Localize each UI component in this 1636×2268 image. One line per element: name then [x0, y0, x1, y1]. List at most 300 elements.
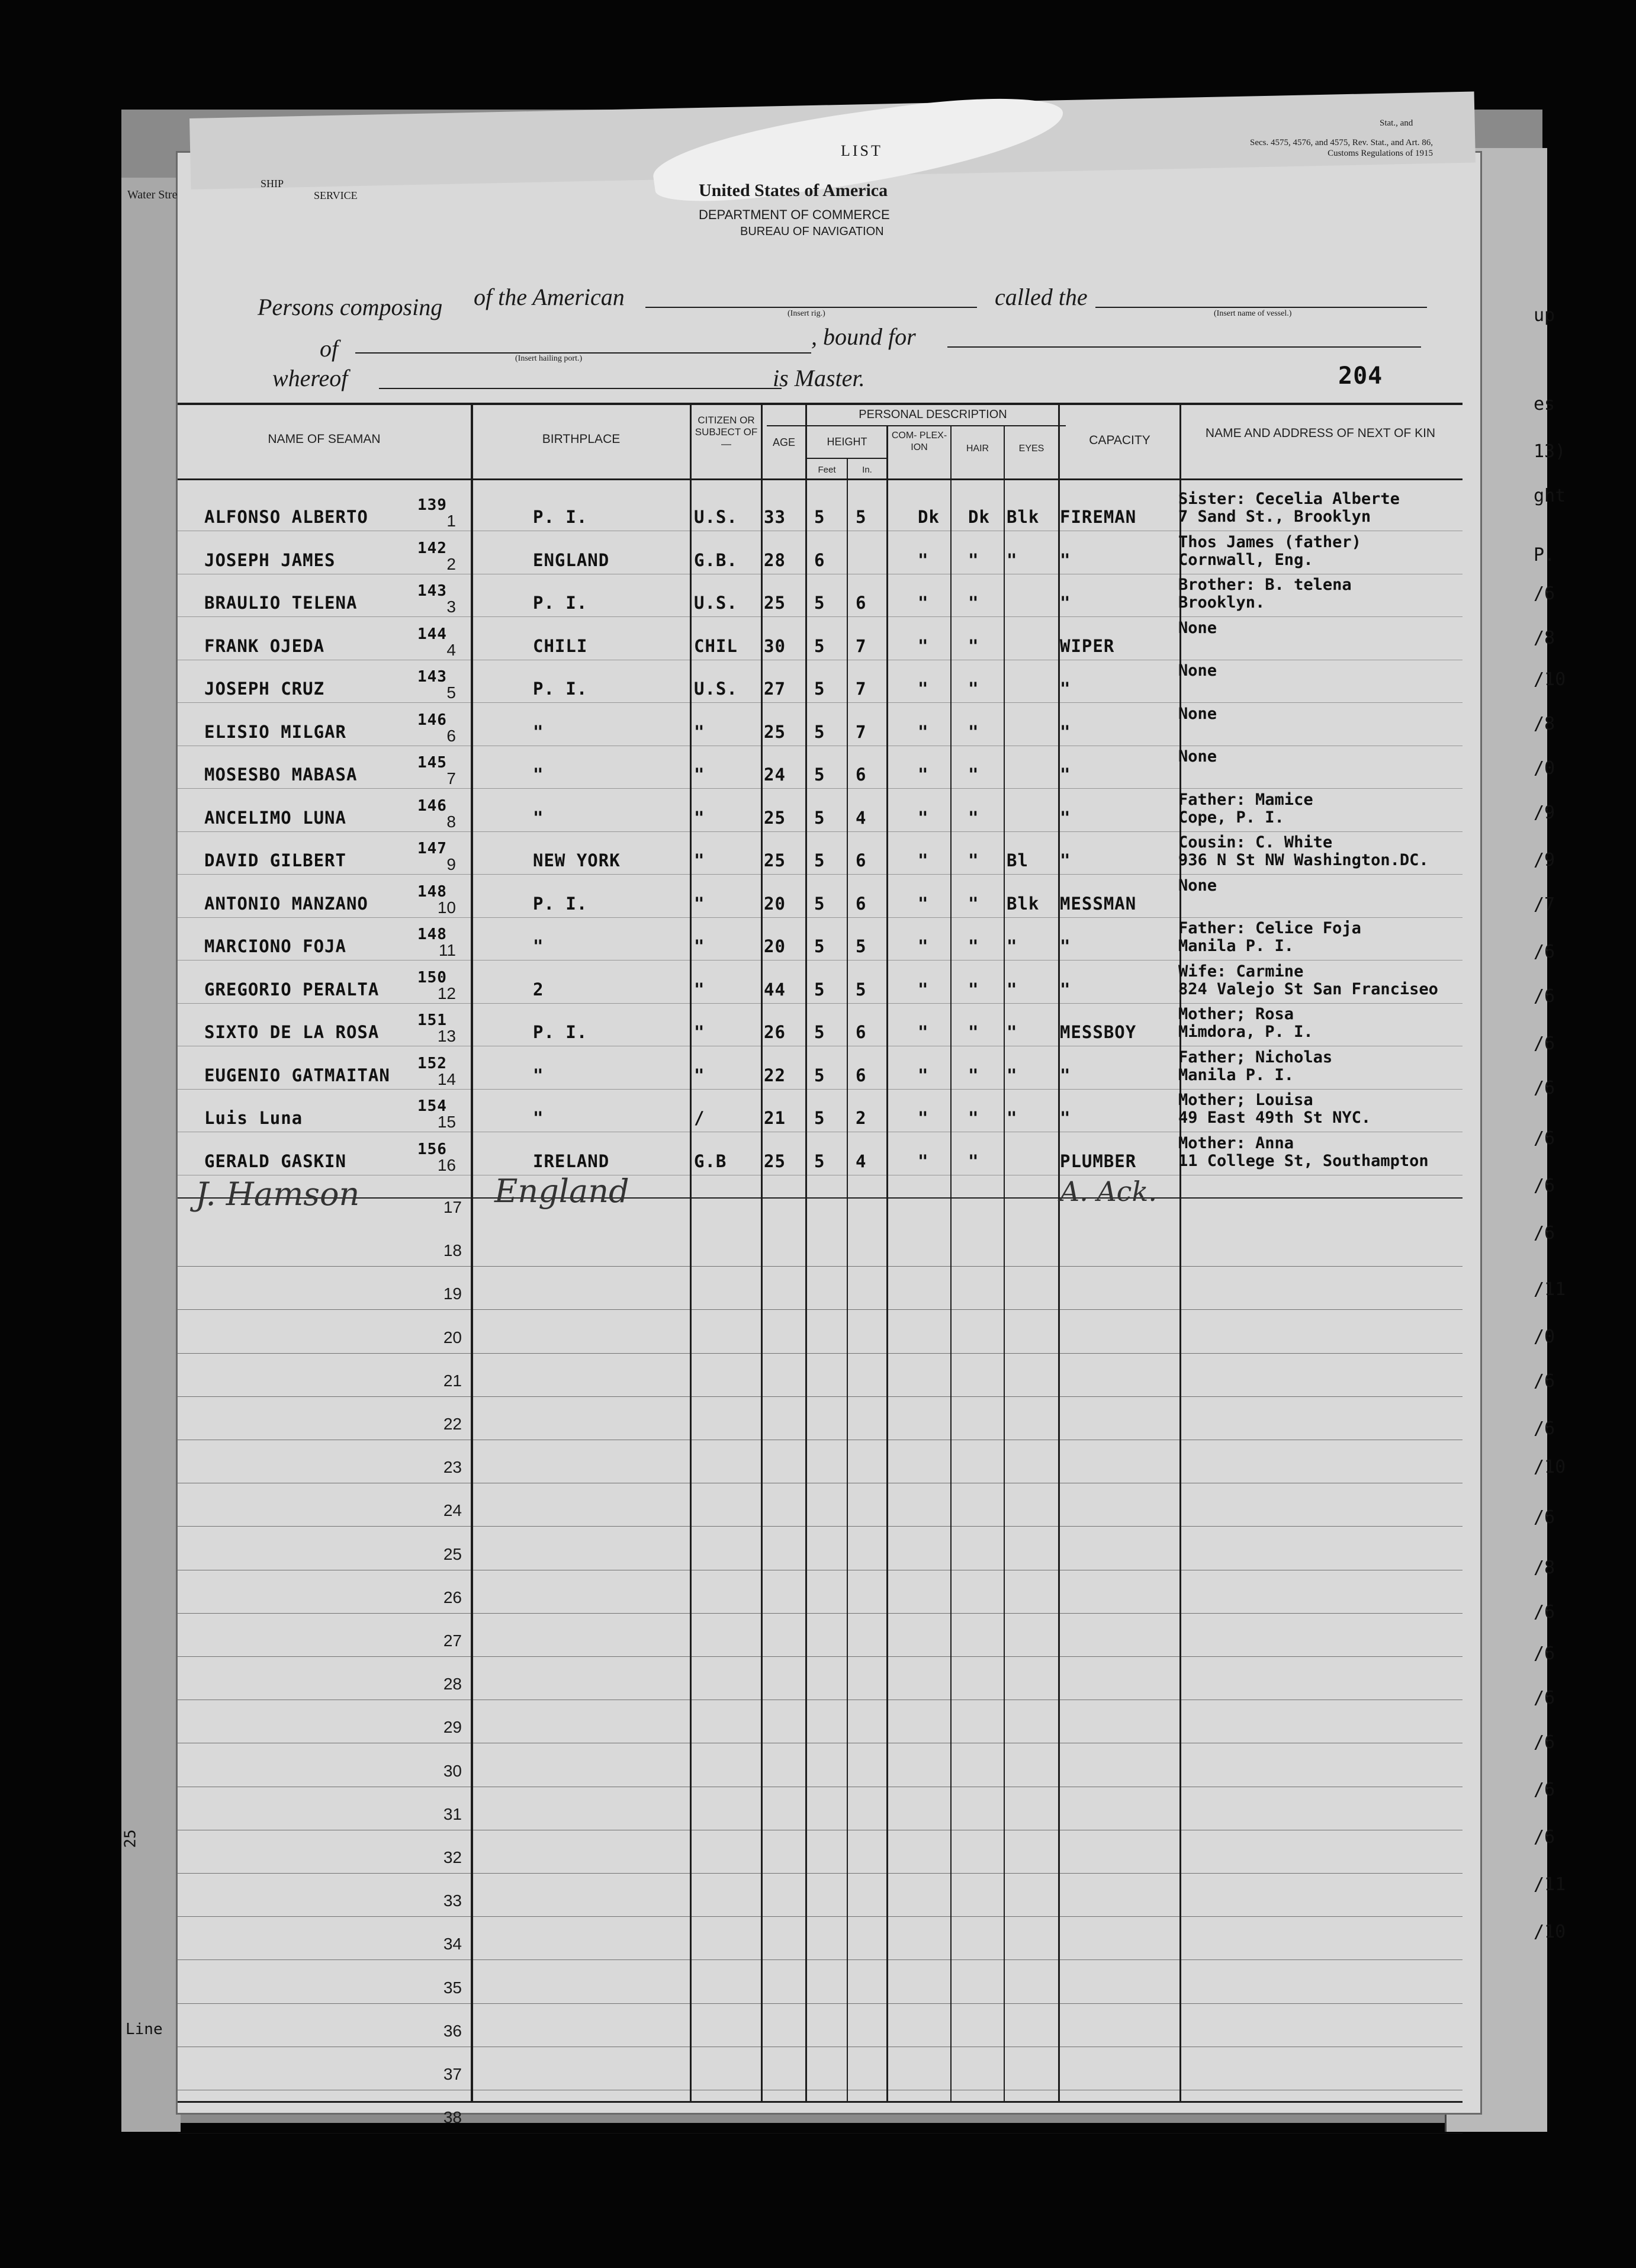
crew-complexion: ": [918, 1065, 929, 1085]
row-number: 12: [437, 984, 456, 1003]
handwritten-capacity: A. Ack.: [1060, 1175, 1157, 1207]
insert-vessel-note: (Insert name of vessel.): [1214, 309, 1292, 318]
crew-eyes: ": [1007, 1108, 1018, 1128]
crew-id: 145: [417, 754, 447, 772]
crew-name: GREGORIO PERALTA: [204, 979, 380, 1000]
margin-note: /6: [1534, 942, 1555, 962]
crew-birthplace: NEW YORK: [533, 850, 621, 870]
service-label: SERVICE: [314, 189, 358, 201]
row-number: 9: [446, 855, 456, 873]
crew-age: 33: [764, 507, 786, 527]
row-rule: [178, 616, 1463, 617]
crew-name: MARCIONO FOJA: [204, 936, 346, 956]
crew-feet: 5: [814, 807, 825, 828]
margin-note: /6: [1534, 1827, 1555, 1848]
crew-hair: ": [968, 936, 979, 956]
crew-id: 156: [417, 1140, 447, 1158]
margin-note: /6: [1534, 1602, 1555, 1623]
crew-kin-address: 49 East 49th St NYC.: [1178, 1109, 1371, 1127]
crew-name: EUGENIO GATMAITAN: [204, 1065, 390, 1085]
list-label: LIST: [841, 142, 883, 159]
crew-feet: 5: [814, 1151, 825, 1171]
crew-capacity: ": [1060, 550, 1071, 570]
crew-name: GERALD GASKIN: [204, 1151, 346, 1171]
crew-kin-address: 824 Valejo St San Franciseo: [1178, 979, 1438, 998]
crew-complexion: ": [918, 893, 929, 914]
row-number: 22: [443, 1415, 462, 1433]
crew-complexion: ": [918, 1022, 929, 1042]
margin-note: ght: [1534, 486, 1566, 506]
crew-feet: 6: [814, 550, 825, 570]
crew-hair: Dk: [968, 507, 990, 527]
crew-kin-name: None: [1178, 704, 1217, 723]
crew-capacity: WIPER: [1060, 635, 1115, 656]
master-line: [379, 388, 782, 389]
crew-kin-address: 936 N St NW Washington.DC.: [1178, 851, 1429, 869]
page-number: 204: [1338, 362, 1383, 390]
row-rule: [178, 1353, 1463, 1354]
row-rule: [178, 1613, 1463, 1614]
crew-eyes: ": [1007, 936, 1018, 956]
crew-age: 25: [764, 1151, 786, 1171]
crew-feet: 5: [814, 1108, 825, 1128]
crew-age: 44: [764, 979, 786, 1000]
col-header-birthplace: BIRTHPLACE: [542, 432, 621, 446]
row-number: 23: [443, 1458, 462, 1477]
crew-birthplace: IRELAND: [533, 1151, 610, 1171]
crew-eyes: ": [1007, 979, 1018, 1000]
col-rule-eyes: [1058, 403, 1060, 2102]
margin-note: /6: [1534, 986, 1555, 1007]
crew-age: 25: [764, 807, 786, 828]
crew-age: 20: [764, 936, 786, 956]
col-header-capacity: CAPACITY: [1089, 433, 1150, 447]
table-bottom-rule: [178, 2101, 1463, 2103]
crew-citizen: U.S.: [694, 507, 738, 527]
crew-complexion: ": [918, 1108, 929, 1128]
crew-citizen: U.S.: [694, 593, 738, 613]
row-number: 15: [437, 1113, 456, 1131]
crew-inches: 6: [856, 1065, 867, 1085]
crew-birthplace: ": [533, 807, 544, 828]
crew-name: BRAULIO TELENA: [204, 593, 358, 613]
row-rule: [178, 702, 1463, 703]
crew-hair: ": [968, 1065, 979, 1085]
crew-capacity: MESSMAN: [1060, 893, 1137, 914]
row-number: 29: [443, 1718, 462, 1737]
crew-feet: 5: [814, 936, 825, 956]
crew-complexion: ": [918, 635, 929, 656]
crew-capacity: ": [1060, 1108, 1071, 1128]
margin-note: /10: [1534, 1922, 1566, 1942]
col-header-age: AGE: [772, 436, 795, 448]
crew-feet: 5: [814, 721, 825, 742]
crew-feet: 5: [814, 893, 825, 914]
row-number: 2: [446, 554, 456, 573]
statute-top: Stat., and: [1380, 118, 1413, 128]
col-rule-complexion: [950, 426, 952, 2102]
crew-capacity: ": [1060, 721, 1071, 742]
row-rule: [178, 1959, 1463, 1960]
crew-feet: 5: [814, 635, 825, 656]
crew-hair: ": [968, 635, 979, 656]
is-master-label: is Master.: [773, 365, 865, 391]
left-margin-text: Line: [126, 2020, 163, 2038]
crew-name: JOSEPH CRUZ: [204, 679, 325, 699]
crew-name: SIXTO DE LA ROSA: [204, 1022, 380, 1042]
row-number: 24: [443, 1501, 462, 1520]
crew-id: 146: [417, 796, 447, 815]
crew-feet: 5: [814, 979, 825, 1000]
crew-birthplace: P. I.: [533, 507, 588, 527]
row-rule: [178, 1266, 1463, 1267]
row-number: 34: [443, 1935, 462, 1954]
dept-line1: United States of America: [699, 181, 888, 200]
crew-citizen: ": [694, 1065, 705, 1085]
crew-eyes: ": [1007, 1022, 1018, 1042]
row-number: 26: [443, 1588, 462, 1607]
col-header-inches: In.: [862, 465, 872, 475]
crew-feet: 5: [814, 764, 825, 785]
crew-kin-address: 7 Sand St., Brooklyn: [1178, 507, 1371, 526]
margin-note: /10: [1534, 1457, 1566, 1477]
crew-kin-name: Father: Mamice: [1178, 790, 1313, 809]
last-filled-rule: [178, 1197, 1463, 1199]
crew-feet: 5: [814, 593, 825, 613]
row-rule: [178, 1309, 1463, 1310]
vessel-line: [1095, 307, 1427, 308]
crew-inches: 5: [856, 507, 867, 527]
crew-complexion: ": [918, 721, 929, 742]
col-rule-capacity: [1179, 403, 1181, 2102]
crew-feet: 5: [814, 507, 825, 527]
crew-age: 22: [764, 1065, 786, 1085]
crew-id: 152: [417, 1054, 447, 1072]
crew-inches: 6: [856, 893, 867, 914]
row-rule: [178, 1003, 1463, 1004]
crew-id: 148: [417, 882, 447, 901]
row-number: 36: [443, 2021, 462, 2040]
crew-capacity: ": [1060, 1065, 1071, 1085]
margin-note: P.: [1534, 545, 1555, 566]
crew-age: 24: [764, 764, 786, 785]
margin-note: /6: [1534, 1033, 1555, 1054]
row-rule: [178, 2003, 1463, 2004]
crew-capacity: ": [1060, 593, 1071, 613]
col-header-name: NAME OF SEAMAN: [268, 432, 381, 446]
crew-capacity: ": [1060, 979, 1071, 1000]
row-rule: [178, 1396, 1463, 1397]
crew-name: Luis Luna: [204, 1108, 303, 1128]
port-line: [355, 352, 811, 354]
crew-age: 30: [764, 635, 786, 656]
col-header-eyes: EYES: [1018, 444, 1044, 454]
insert-rig-note: (Insert rig.): [788, 309, 825, 318]
row-number: 18: [443, 1241, 462, 1260]
crew-kin-name: None: [1178, 876, 1217, 895]
row-number: 25: [443, 1544, 462, 1563]
crew-name: DAVID GILBERT: [204, 850, 346, 870]
crew-citizen: ": [694, 721, 705, 742]
crew-id: 139: [417, 496, 447, 514]
row-number: 32: [443, 1848, 462, 1867]
crew-birthplace: 2: [533, 979, 544, 1000]
col-rule-citizen: [761, 403, 763, 2102]
row-rule: [178, 1526, 1463, 1527]
crew-hair: ": [968, 850, 979, 870]
margin-note: /0: [1534, 1326, 1555, 1347]
col-rule-age: [805, 403, 807, 2102]
row-number: 19: [443, 1284, 462, 1303]
row-number: 31: [443, 1804, 462, 1823]
crew-hair: ": [968, 764, 979, 785]
whereof-label: whereof: [272, 365, 348, 391]
crew-complexion: ": [918, 550, 929, 570]
crew-eyes: Blk: [1007, 893, 1040, 914]
rig-line: [645, 307, 977, 308]
col-header-hair: HAIR: [966, 444, 989, 454]
crew-name: JOSEPH JAMES: [204, 550, 336, 570]
row-number: 1: [446, 512, 456, 530]
crew-feet: 5: [814, 850, 825, 870]
crew-age: 25: [764, 850, 786, 870]
crew-citizen: U.S.: [694, 679, 738, 699]
crew-id: 143: [417, 582, 447, 600]
crew-inches: 7: [856, 721, 867, 742]
crew-kin-name: Wife: Carmine: [1178, 962, 1304, 981]
crew-age: 25: [764, 721, 786, 742]
margin-note: /6: [1534, 1128, 1555, 1149]
row-number: 7: [446, 769, 456, 788]
margin-note: /6: [1534, 1779, 1555, 1800]
crew-birthplace: P. I.: [533, 1022, 588, 1042]
crew-hair: ": [968, 679, 979, 699]
col-rule-hair: [1004, 426, 1005, 2102]
crew-kin-address: Manila P. I.: [1178, 1065, 1294, 1084]
margin-note: /6: [1534, 583, 1555, 604]
crew-citizen: /: [694, 1108, 705, 1128]
crew-kin-name: None: [1178, 747, 1217, 766]
row-number: 6: [446, 726, 456, 745]
row-number: 38: [443, 2108, 462, 2127]
crew-hair: ": [968, 893, 979, 914]
margin-note: /0: [1534, 758, 1555, 779]
of-label: of: [320, 335, 339, 362]
ship-label: SHIP: [261, 178, 284, 189]
margin-note: /6: [1534, 1223, 1555, 1244]
crew-citizen: CHIL: [694, 635, 738, 656]
insert-port-note: (Insert hailing port.): [515, 354, 583, 363]
crew-hair: ": [968, 1022, 979, 1042]
crew-id: 144: [417, 625, 447, 643]
crew-kin-name: Mother; Rosa: [1178, 1005, 1294, 1023]
crew-hair: ": [968, 1151, 979, 1171]
margin-note: /8: [1534, 1557, 1555, 1578]
crew-kin-address: Brooklyn.: [1178, 593, 1265, 612]
row-number: 13: [437, 1027, 456, 1045]
table-header-rule: [178, 478, 1463, 480]
handwritten-name: J. Hamson: [195, 1175, 360, 1213]
bound-for-label: , bound for: [811, 323, 916, 350]
col-header-feet: Feet: [818, 465, 836, 475]
crew-name: ALFONSO ALBERTO: [204, 507, 368, 527]
crew-capacity: ": [1060, 807, 1071, 828]
crew-kin-address: 11 College St, Southampton: [1178, 1151, 1429, 1170]
left-margin-number: 25: [121, 1829, 140, 1848]
crew-inches: 6: [856, 764, 867, 785]
crew-citizen: ": [694, 850, 705, 870]
crew-eyes: ": [1007, 550, 1018, 570]
margin-note: up: [1534, 305, 1555, 326]
crew-kin-address: Manila P. I.: [1178, 937, 1294, 955]
crew-name: MOSESBO MABASA: [204, 764, 358, 785]
margin-note: /6: [1534, 1688, 1555, 1708]
row-number: 20: [443, 1328, 462, 1347]
of-the-american-label: of the American: [474, 284, 625, 310]
dept-line2: DEPARTMENT OF COMMERCE: [699, 207, 890, 222]
crew-inches: 5: [856, 936, 867, 956]
crew-id: 142: [417, 539, 447, 557]
crew-id: 154: [417, 1097, 447, 1115]
crew-name: FRANK OJEDA: [204, 635, 325, 656]
crew-hair: ": [968, 550, 979, 570]
crew-name: ANTONIO MANZANO: [204, 893, 368, 914]
crew-inches: 7: [856, 679, 867, 699]
crew-feet: 5: [814, 1065, 825, 1085]
margin-note: /9: [1534, 802, 1555, 823]
handwritten-birthplace: England: [494, 1172, 629, 1210]
row-number: 4: [446, 640, 456, 659]
margin-note: /8: [1534, 628, 1555, 648]
crew-feet: 5: [814, 1022, 825, 1042]
crew-kin-name: Father: Celice Foja: [1178, 919, 1361, 937]
crew-kin-name: Brother: B. telena: [1178, 576, 1352, 594]
crew-complexion: ": [918, 593, 929, 613]
row-number: 21: [443, 1371, 462, 1390]
row-rule: [178, 788, 1463, 789]
crew-capacity: MESSBOY: [1060, 1022, 1137, 1042]
crew-capacity: ": [1060, 679, 1071, 699]
crew-inches: 6: [856, 850, 867, 870]
crew-citizen: ": [694, 893, 705, 914]
crew-birthplace: ": [533, 936, 544, 956]
crew-hair: ": [968, 593, 979, 613]
crew-eyes: Blk: [1007, 507, 1040, 527]
crew-age: 27: [764, 679, 786, 699]
row-rule: [178, 1089, 1463, 1090]
crew-birthplace: ": [533, 764, 544, 785]
row-number: 5: [446, 683, 456, 702]
row-number: 30: [443, 1761, 462, 1780]
crew-citizen: G.B.: [694, 550, 738, 570]
crew-kin-name: Mother; Louisa: [1178, 1091, 1313, 1109]
dept-line3: BUREAU OF NAVIGATION: [740, 225, 884, 238]
crew-inches: 2: [856, 1108, 867, 1128]
row-rule: [178, 1873, 1463, 1874]
row-rule: [178, 1656, 1463, 1657]
margin-note: /6: [1534, 1507, 1555, 1528]
row-rule: [178, 874, 1463, 875]
row-rule: [178, 831, 1463, 832]
row-number: 28: [443, 1675, 462, 1694]
crew-name: ELISIO MILGAR: [204, 721, 346, 742]
col-rule-birth: [690, 403, 692, 2102]
crew-birthplace: ": [533, 721, 544, 742]
row-number: 37: [443, 2065, 462, 2083]
crew-complexion: ": [918, 764, 929, 785]
row-number: 14: [437, 1069, 456, 1088]
crew-kin-address: Cope, P. I.: [1178, 808, 1284, 827]
row-number: 35: [443, 1978, 462, 1997]
row-number: 17: [443, 1198, 462, 1216]
col-header-height: HEIGHT: [827, 436, 867, 448]
crew-age: 21: [764, 1108, 786, 1128]
col-header-citizen: CITIZEN OR SUBJECT OF—: [695, 415, 758, 449]
crew-capacity: ": [1060, 764, 1071, 785]
margin-note: /6: [1534, 1371, 1555, 1392]
row-rule: [178, 2133, 1463, 2134]
crew-id: 146: [417, 711, 447, 729]
crew-hair: ": [968, 721, 979, 742]
crew-inches: 6: [856, 593, 867, 613]
margin-note: /8: [1534, 714, 1555, 734]
crew-complexion: ": [918, 850, 929, 870]
crew-citizen: G.B: [694, 1151, 727, 1171]
margin-note: 13): [1534, 441, 1566, 462]
margin-note: /6: [1534, 1078, 1555, 1098]
crew-inches: 4: [856, 1151, 867, 1171]
margin-note: /6: [1534, 1175, 1555, 1196]
col-rule-inches: [886, 426, 888, 2102]
row-number: 27: [443, 1631, 462, 1650]
crew-capacity: ": [1060, 936, 1071, 956]
crew-age: 20: [764, 893, 786, 914]
statute-reference: Secs. 4575, 4576, and 4575, Rev. Stat., and Art. 86, Customs Regulations of 1915: [1249, 138, 1433, 158]
crew-kin-name: None: [1178, 618, 1217, 637]
col-header-kin: NAME AND ADDRESS OF NEXT OF KIN: [1205, 426, 1436, 440]
margin-note: es: [1534, 394, 1555, 415]
bound-for-line: [947, 346, 1421, 348]
crew-birthplace: P. I.: [533, 893, 588, 914]
table-top-rule: [178, 403, 1463, 405]
row-number: 11: [438, 941, 456, 959]
crew-feet: 5: [814, 679, 825, 699]
personal-subrule: [767, 425, 1066, 426]
crew-age: 26: [764, 1022, 786, 1042]
crew-kin-name: Father; Nicholas: [1178, 1048, 1333, 1066]
row-rule: [178, 917, 1463, 918]
crew-citizen: ": [694, 1022, 705, 1042]
crew-inches: 5: [856, 979, 867, 1000]
crew-complexion: ": [918, 1151, 929, 1171]
crew-id: 150: [417, 968, 447, 987]
crew-id: 151: [417, 1011, 447, 1029]
crew-id: 147: [417, 840, 447, 857]
margin-note: /7: [1534, 894, 1555, 915]
row-number: 8: [446, 812, 456, 831]
crew-eyes: ": [1007, 1065, 1018, 1085]
crew-eyes: Bl: [1007, 850, 1028, 870]
crew-birthplace: CHILI: [533, 635, 588, 656]
crew-complexion: ": [918, 679, 929, 699]
margin-note: /6: [1534, 1418, 1555, 1439]
crew-citizen: ": [694, 764, 705, 785]
crew-kin-name: Thos James (father): [1178, 532, 1361, 551]
crew-citizen: ": [694, 979, 705, 1000]
margin-note: /11: [1534, 1874, 1566, 1895]
crew-kin-name: None: [1178, 661, 1217, 680]
crew-hair: ": [968, 1108, 979, 1128]
